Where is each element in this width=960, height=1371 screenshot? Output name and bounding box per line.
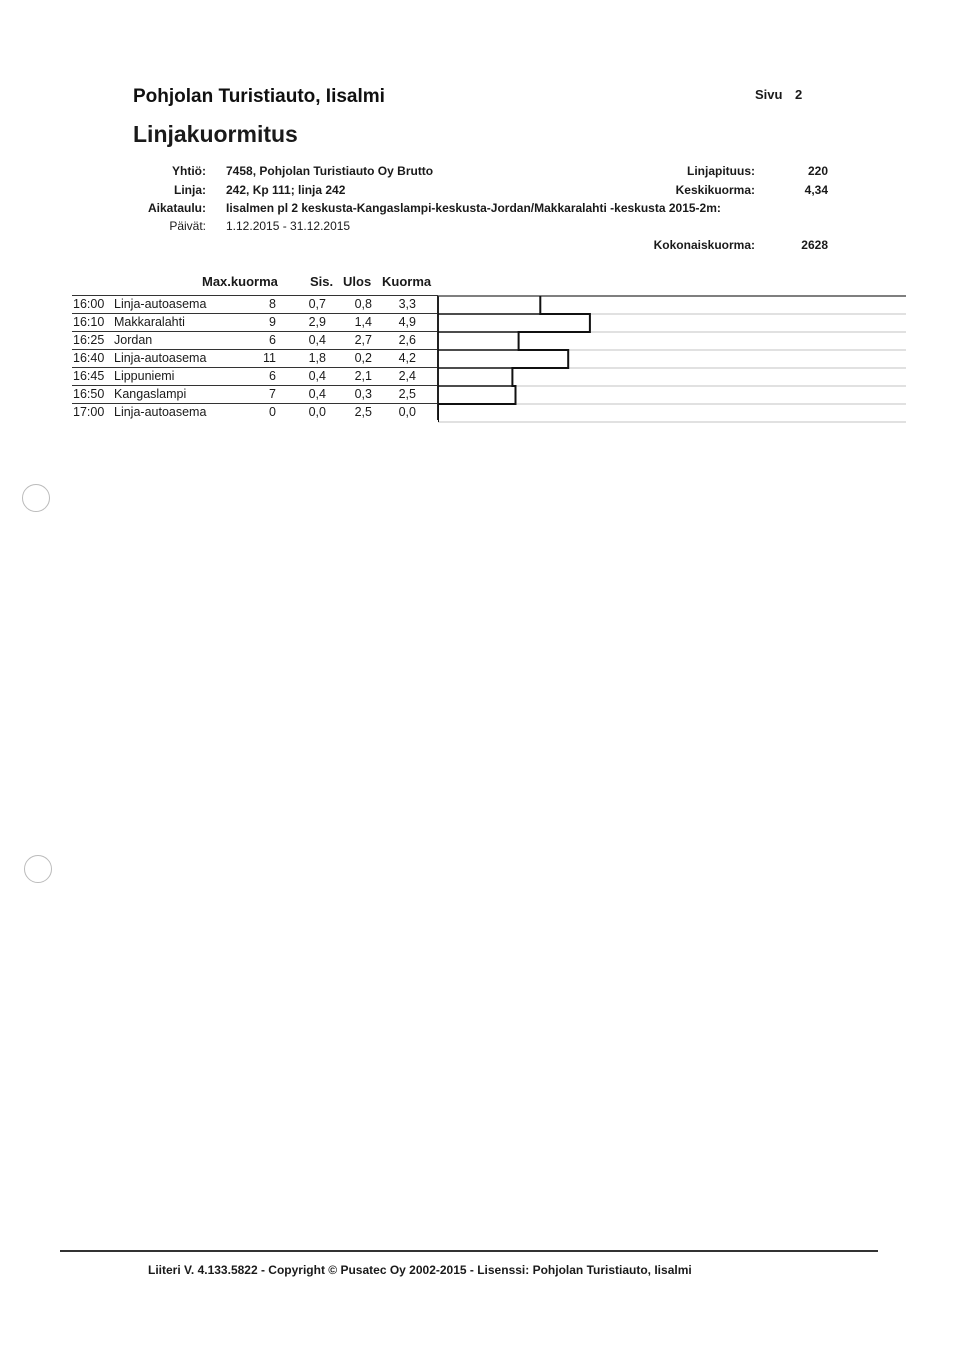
aikataulu-label: Aikataulu:: [147, 201, 206, 215]
cell-ulos: 1,4: [354, 315, 372, 329]
col-header-sis: Sis.: [310, 274, 334, 289]
cell-kuorma: 0,0: [398, 405, 416, 419]
cell-sis: 0,4: [308, 333, 326, 347]
col-header-max: Max.kuorma: [202, 274, 278, 289]
table-row: [72, 314, 438, 332]
load-step-line: [438, 296, 590, 422]
punch-hole-icon: [24, 855, 52, 883]
cell-kuorma: 2,6: [398, 333, 416, 347]
col-header-kuorma: Kuorma: [382, 274, 432, 289]
page-title: Linjakuormitus: [133, 121, 298, 147]
cell-kuorma: 4,9: [398, 315, 416, 329]
linja-label: Linja:: [174, 183, 206, 197]
yhtio-value: 7458, Pohjolan Turistiauto Oy Brutto: [226, 164, 434, 178]
cell-time: 16:40: [73, 351, 105, 365]
paivat-value: 1.12.2015 - 31.12.2015: [226, 219, 351, 233]
cell-max: 7: [269, 387, 276, 401]
table-row: [72, 332, 438, 350]
cell-ulos: 2,1: [354, 369, 372, 383]
table-row: [72, 350, 438, 368]
cell-sis: 1,8: [308, 351, 326, 365]
cell-max: 0: [269, 405, 276, 419]
cell-max: 6: [269, 369, 276, 383]
cell-sis: 0,0: [308, 405, 326, 419]
table-row: [72, 368, 438, 386]
cell-kuorma: 2,4: [398, 369, 416, 383]
cell-kuorma: 2,5: [398, 387, 416, 401]
keskikuorma-value: 4,34: [804, 183, 828, 197]
cell-ulos: 2,5: [354, 405, 372, 419]
table-row: [72, 386, 438, 404]
cell-ulos: 2,7: [354, 333, 372, 347]
cell-time: 16:00: [73, 297, 105, 311]
cell-max: 9: [269, 315, 276, 329]
yhtio-label: Yhtiö:: [172, 164, 206, 178]
linjapituus-label: Linjapituus:: [687, 164, 755, 178]
cell-time: 17:00: [73, 405, 105, 419]
cell-max: 8: [269, 297, 276, 311]
linjapituus-value: 220: [807, 164, 828, 178]
kokonaiskuorma-value: 2628: [801, 238, 828, 252]
cell-stop: Linja-autoasema: [114, 351, 207, 365]
cell-sis: 0,4: [308, 387, 326, 401]
cell-ulos: 0,8: [354, 297, 372, 311]
cell-time: 16:45: [73, 369, 105, 383]
linja-value: 242, Kp 111; linja 242: [226, 183, 346, 197]
cell-kuorma: 3,3: [398, 297, 416, 311]
cell-sis: 0,7: [308, 297, 326, 311]
punch-hole-icon: [22, 484, 50, 512]
cell-kuorma: 4,2: [398, 351, 416, 365]
company-name: Pohjolan Turistiauto, Iisalmi: [133, 86, 385, 107]
footer-text: Liiteri V. 4.133.5822 - Copyright © Pusatec Oy 2002-2015 - Lisenssi: Pohjolan Turistiauto, Iisalmi: [148, 1263, 692, 1277]
cell-ulos: 0,2: [354, 351, 372, 365]
load-step-chart: [438, 294, 908, 424]
table-row: [72, 404, 438, 422]
cell-sis: 2,9: [308, 315, 326, 329]
footer-rule: [60, 1250, 878, 1252]
cell-time: 16:10: [73, 315, 105, 329]
cell-stop: Linja-autoasema: [114, 405, 207, 419]
table-row: [72, 296, 438, 314]
paivat-label: Päivät:: [169, 219, 206, 233]
cell-stop: Makkaralahti: [114, 315, 185, 329]
keskikuorma-label: Keskikuorma:: [675, 183, 755, 197]
cell-time: 16:25: [73, 333, 105, 347]
page-label: Sivu: [755, 87, 783, 102]
col-header-ulos: Ulos: [343, 274, 372, 289]
cell-sis: 0,4: [308, 369, 326, 383]
cell-stop: Lippuniemi: [114, 369, 175, 383]
aikataulu-value: Iisalmen pl 2 keskusta-Kangaslampi-keskusta-Jordan/Makkaralahti -keskusta 2015-2m:: [226, 201, 721, 215]
cell-stop: Linja-autoasema: [114, 297, 207, 311]
cell-max: 11: [263, 351, 276, 365]
cell-max: 6: [269, 333, 276, 347]
kokonaiskuorma-label: Kokonaiskuorma:: [653, 238, 755, 252]
cell-stop: Jordan: [114, 333, 153, 347]
page-number: 2: [795, 87, 803, 102]
cell-ulos: 0,3: [354, 387, 372, 401]
cell-time: 16:50: [73, 387, 105, 401]
cell-stop: Kangaslampi: [114, 387, 187, 401]
